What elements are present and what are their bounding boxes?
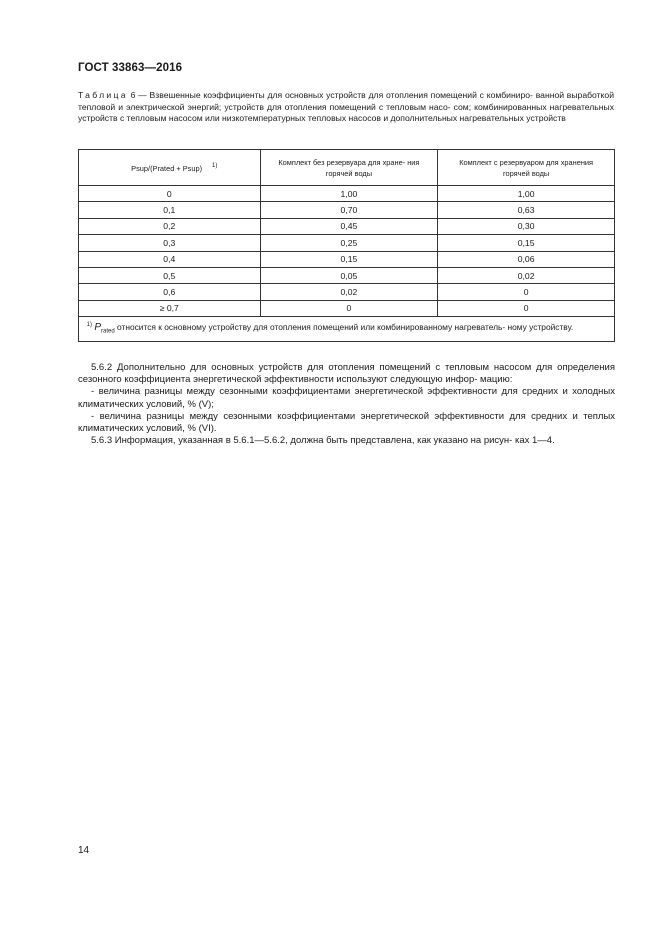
footnote-marker: 1): [86, 322, 92, 329]
cell-with-tank: 0,63: [438, 202, 615, 218]
header-ratio: [79, 150, 261, 186]
cell-with-tank: 1,00: [438, 186, 615, 202]
table-row: [79, 251, 615, 267]
cell-with-tank: 0: [438, 300, 615, 316]
cell-no-tank: 1,00: [260, 186, 438, 202]
cell-no-tank: 0,15: [260, 251, 438, 267]
list-item-v: - величина разницы между сезонными коэффициентами энергетической эффективности для средних и холодных климатических условий, % (V);: [78, 386, 615, 410]
cell-ratio: 0,5: [79, 267, 261, 283]
table-row: [79, 284, 615, 300]
table-row: [79, 202, 615, 218]
cell-with-tank: 0,15: [438, 235, 615, 251]
header-no-tank: [260, 150, 438, 186]
cell-ratio: 0,4: [79, 251, 261, 267]
paragraph-5-6-2: 5.6.2 Дополнительно для основных устройств для отопления помещений с тепловым насосом для определения сезонного коэффициента энергетической эффективности используют следующую инфор- мацию:: [78, 362, 615, 386]
table-row: [79, 300, 615, 316]
header-with-tank-text: Комплект с резервуаром для хранения горячей воды: [459, 157, 594, 178]
cell-ratio: ≥ 0,7: [79, 300, 261, 316]
table-caption: [78, 90, 614, 125]
header-no-tank-text: Комплект без резервуара для хране- ния горячей воды: [278, 157, 420, 178]
cell-with-tank: 0,02: [438, 267, 615, 283]
cell-ratio: 0,6: [79, 284, 261, 300]
cell-no-tank: 0,70: [260, 202, 438, 218]
cell-with-tank: 0: [438, 284, 615, 300]
coefficients-table: [78, 149, 615, 342]
header-ratio-sup: 1): [212, 163, 218, 170]
footnote-text: относится к основному устройству для отопления помещений или комбинированному нагреватель- ному устройству.: [114, 321, 574, 332]
body-text: [78, 362, 615, 447]
cell-with-tank: 0,30: [438, 218, 615, 234]
table-footnote-row: [79, 317, 615, 341]
cell-ratio: 0,1: [79, 202, 261, 218]
table-row: [79, 186, 615, 202]
header-with-tank: [438, 150, 615, 186]
table-row: [79, 267, 615, 283]
page-number: 14: [78, 845, 90, 856]
table-caption-text: — Взвешенные коэффициенты для основных устройств для отопления помещений с комбиниро- ванной выработкой тепловой и электрической энергий; устройств для отопления помещений с тепловым насо- сом; комбинированных нагревательных устройств с тепловым насосом или низкотемпературных тепловых насосов и дополнительных нагревательных устройств: [78, 90, 614, 124]
cell-no-tank: 0,02: [260, 284, 438, 300]
cell-no-tank: 0,45: [260, 218, 438, 234]
table-caption-label: Таблица: [78, 90, 128, 100]
footnote-subscript: rated: [101, 328, 115, 335]
cell-no-tank: 0: [260, 300, 438, 316]
cell-ratio: 0: [79, 186, 261, 202]
cell-no-tank: 0,05: [260, 267, 438, 283]
table-caption-number: 6: [130, 90, 136, 100]
table-row: [79, 218, 615, 234]
header-ratio-text: Psup/(Prated + Psup): [131, 163, 203, 173]
document-header: ГОСТ 33863—2016: [78, 62, 183, 74]
table-header-row: [79, 150, 615, 186]
paragraph-5-6-3: 5.6.3 Информация, указанная в 5.6.1—5.6.2, должна быть представлена, как указано на рисун- ках 1—4.: [91, 435, 555, 447]
list-item-vi: - величина разницы между сезонными коэффициентами энергетической эффективности для средних и теплых климатических условий, % (VI).: [78, 410, 615, 435]
cell-ratio: 0,3: [79, 235, 261, 251]
cell-ratio: 0,2: [79, 218, 261, 234]
table-footnote: [79, 317, 615, 341]
cell-with-tank: 0,06: [438, 251, 615, 267]
footnote-symbol: P: [94, 321, 101, 333]
cell-no-tank: 0,25: [260, 235, 438, 251]
table-row: [79, 235, 615, 251]
